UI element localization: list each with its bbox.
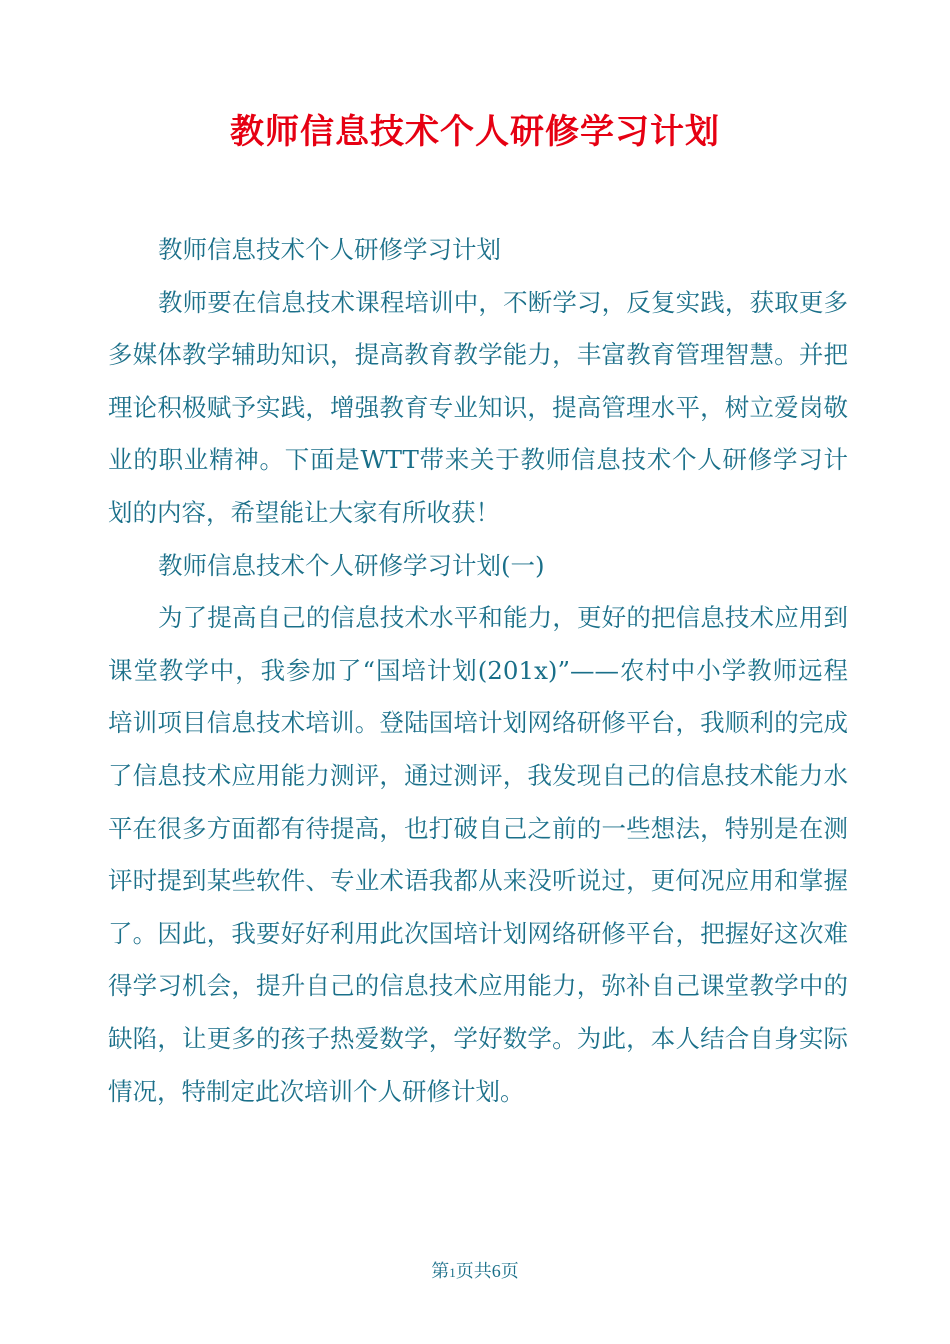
page-title: 教师信息技术个人研修学习计划 bbox=[230, 112, 720, 152]
document-body bbox=[108, 224, 848, 1118]
footer-page-number: 1 bbox=[449, 1265, 456, 1280]
footer-total-pages: 6 bbox=[491, 1261, 501, 1281]
paragraph-section-heading: 教师信息技术个人研修学习计划(一) bbox=[158, 550, 545, 580]
footer-middle: 页共 bbox=[455, 1261, 492, 1281]
paragraph-subtitle: 教师信息技术个人研修学习计划 bbox=[158, 235, 501, 264]
footer-suffix: 页 bbox=[500, 1261, 519, 1281]
paragraph-intro: 教师要在信息技术课程培训中，不断学习，反复实践，获取更多多媒体教学辅助知识，提高教育教学能力，丰富教育管理智慧。并把理论积极赋予实践，增强教育专业知识，提高管理水平，树立爱岗敬业的职业精神。下面是WTT带来关于教师信息技术个人研修学习计划的内容，希望能让大家有所收获！ bbox=[108, 287, 848, 527]
page-footer bbox=[0, 1258, 950, 1286]
footer-prefix: 第 bbox=[431, 1261, 450, 1281]
paragraph-content: 为了提高自己的信息技术水平和能力，更好的把信息技术应用到课堂教学中，我参加了“国培计划(201x)”——农村中小学教师远程培训项目信息技术培训。登陆国培计划网络研修平台，我顺利的完成了信息技术应用能力测评，通过测评，我发现自己的信息技术能力水平在很多方面都有待提高，也打破自己之前的一些想法，特别是在测评时提到某些软件、专业术语我都从来没听说过，更何况应用和掌握了。因此，我要好好利用此次国培计划网络研修平台，把握好这次难得学习机会，提升自己的信息技术应用能力，弥补自己课堂教学中的缺陷，让更多的孩子热爱数学，学好数学。为此，本人结合自身实际情况，特制定此次培训个人研修计划。 bbox=[108, 603, 848, 1106]
